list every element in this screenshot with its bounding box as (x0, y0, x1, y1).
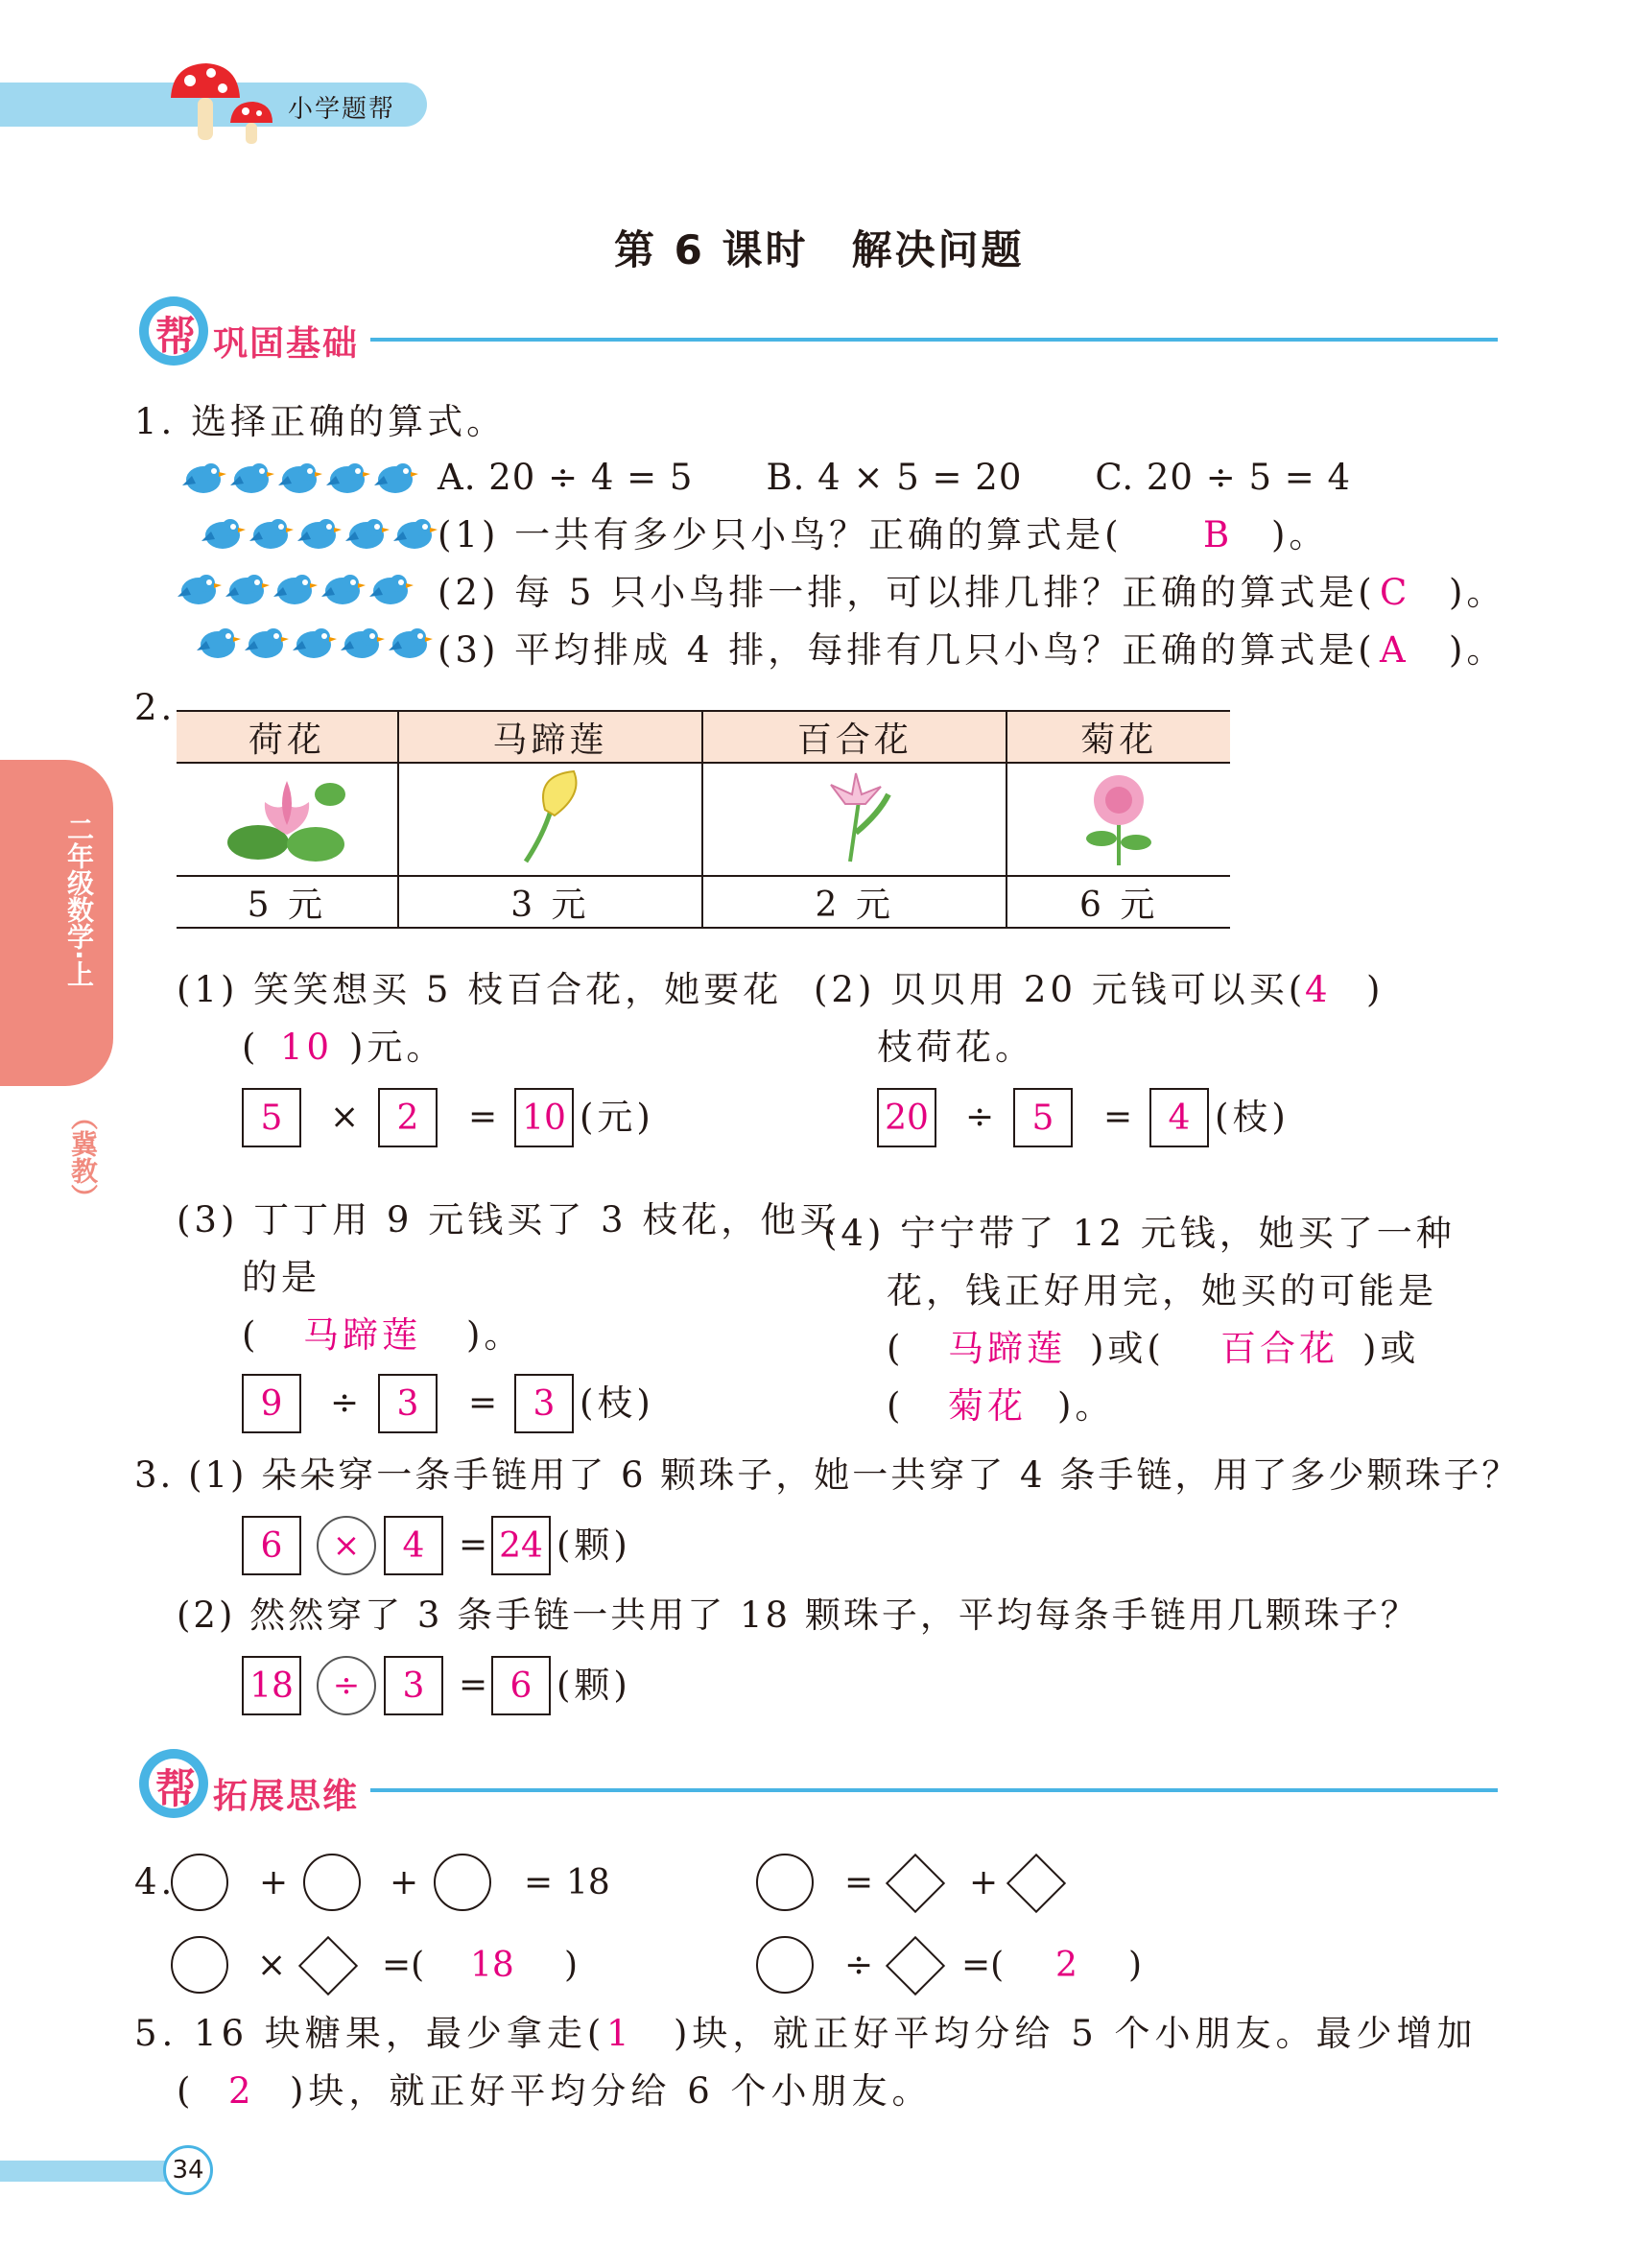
q1-part2: (2) 每 5 只小鸟排一排，可以排几排？正确的算式是( (438, 572, 1376, 613)
eq-equals: = (459, 1666, 488, 1705)
q2-s3-open: ( (242, 1314, 260, 1356)
q2-s1-open: ( (242, 1027, 260, 1068)
q1-stem: 1. 选择正确的算式。 (134, 401, 507, 442)
brand-name: 小学题帮 (288, 95, 396, 124)
chrysanthemum-picture (1006, 763, 1230, 876)
eq-unit: (颗) (557, 1524, 631, 1566)
flower-name: 百合花 (702, 711, 1006, 763)
blank-circle (434, 1854, 491, 1911)
q2-number: 2. (134, 687, 177, 728)
eq-box: 10 (514, 1088, 574, 1147)
plus-sign: + (390, 1863, 419, 1902)
blank-circle (171, 1936, 228, 1994)
eq-equals: = (459, 1525, 488, 1565)
q2-s3-text: (3) 丁丁用 9 元钱买了 3 枝花，他买 (177, 1199, 840, 1240)
flower-price: 2 元 (702, 876, 1006, 928)
q2-s4-open: ( (887, 1328, 905, 1369)
lily-icon (802, 766, 908, 865)
calla-lily-icon (497, 766, 603, 865)
q1-answer3: A (1380, 629, 1409, 671)
q2-s1-answer: 10 (280, 1027, 334, 1068)
eq-box: 9 (242, 1374, 301, 1433)
flower-price-table (177, 710, 1230, 929)
section-consolidate: 巩固基础 (213, 324, 360, 364)
page-title: 第 6 课时 解决问题 (614, 226, 1025, 273)
flower-name: 马蹄莲 (398, 711, 702, 763)
eq-box: 2 (378, 1088, 438, 1147)
q5-answer2: 2 (228, 2070, 255, 2112)
eq-box: 4 (384, 1516, 443, 1575)
flower-price: 5 元 (177, 876, 398, 928)
result-close: ) (1128, 1946, 1143, 1985)
q5-line2b: )块，就正好平均分给 6 个小朋友。 (290, 2070, 933, 2112)
eq-operator: ÷ (965, 1098, 995, 1137)
q2-s4-text: (4) 宁宁带了 12 元钱，她买了一种 (823, 1213, 1456, 1254)
result-close: ) (564, 1946, 579, 1985)
equals-sign: = (524, 1863, 554, 1902)
lotus-icon (225, 766, 349, 865)
q2-s2-line2: 枝荷花。 (877, 1027, 1034, 1068)
page-number: 34 (163, 2145, 213, 2195)
q2-s3-answer: 马蹄莲 (303, 1314, 421, 1356)
q1-answer1: B (1203, 514, 1234, 555)
flower-name: 荷花 (177, 711, 398, 763)
flower-name: 菊花 (1006, 711, 1230, 763)
times-sign: × (257, 1946, 287, 1985)
q1-part3: (3) 平均排成 4 排，每排有几只小鸟？正确的算式是( (438, 629, 1376, 671)
section-divider (370, 1788, 1498, 1792)
q2-s4-answer1: 马蹄莲 (948, 1328, 1066, 1369)
q2-s2-answer: 4 (1305, 969, 1332, 1010)
section-badge-char: 帮 (155, 1765, 197, 1812)
eq-equals: = (468, 1383, 498, 1423)
birds-group-icon (173, 459, 441, 670)
q5-answer1: 1 (606, 2013, 633, 2054)
q2-s1-close: )元。 (349, 1027, 446, 1068)
q4-number: 4. (134, 1861, 177, 1902)
eq-operator: × (330, 1098, 360, 1137)
eq-operator: ÷ (330, 1383, 360, 1423)
lotus-picture (177, 763, 398, 876)
result-open: =( (382, 1946, 425, 1985)
result-open: =( (961, 1946, 1005, 1985)
flower-price: 3 元 (398, 876, 702, 928)
q5-line1a: 5. 16 块糖果，最少拿走( (134, 2013, 606, 2054)
eq-equals: = (1103, 1098, 1133, 1137)
blank-diamond (886, 1936, 945, 1996)
eq-operator-circle: × (317, 1516, 376, 1575)
eq-box: 6 (242, 1516, 301, 1575)
q2-s2-text: (2) 贝贝用 20 元钱可以买( (814, 969, 1307, 1010)
q2-s4-close: )。 (1057, 1385, 1115, 1427)
eq-unit: (枝) (580, 1382, 654, 1424)
q1-options: A. 20 ÷ 4 = 5 B. 4 × 5 = 20 C. 20 ÷ 5 = 4 (438, 457, 1352, 498)
section-expand: 拓展思维 (213, 1777, 360, 1816)
eq-box: 6 (491, 1656, 551, 1715)
calla-picture (398, 763, 702, 876)
eq-box: 18 (242, 1656, 301, 1715)
blank-diamond (298, 1936, 358, 1996)
q1-part1: (1) 一共有多少只小鸟？正确的算式是( (438, 514, 1123, 555)
eq-box: 5 (1013, 1088, 1073, 1147)
eq-unit: (元) (580, 1097, 654, 1138)
q1-close2: )。 (1449, 572, 1506, 613)
q5-line2a: ( (177, 2070, 195, 2112)
section-divider (370, 338, 1498, 342)
eq-operator-circle: ÷ (317, 1656, 376, 1715)
q2-s4-mid: )或( (1090, 1328, 1165, 1369)
blank-circle (171, 1854, 228, 1911)
divide-sign: ÷ (844, 1946, 874, 1985)
blank-circle (756, 1854, 814, 1911)
eq-box: 5 (242, 1088, 301, 1147)
eq-equals: = (468, 1098, 498, 1137)
q2-s1-text: (1) 笑笑想买 5 枝百合花，她要花 (177, 969, 783, 1010)
eq-box: 4 (1149, 1088, 1209, 1147)
flower-price: 6 元 (1006, 876, 1230, 928)
q2-s4-answer2: 百合花 (1220, 1328, 1338, 1369)
q2-s4-open2: ( (887, 1385, 905, 1427)
q2-s2-close: ) (1366, 969, 1385, 1010)
plus-sign: + (259, 1863, 289, 1902)
q1-answer2: C (1380, 572, 1411, 613)
equals-sign: = (844, 1863, 874, 1902)
eq-unit: (颗) (557, 1665, 631, 1706)
q2-s3-line2: 的是 (242, 1257, 320, 1298)
chrysanthemum-icon (1071, 766, 1167, 865)
q2-s4-or: )或 (1362, 1328, 1420, 1369)
eq-box: 3 (384, 1656, 443, 1715)
q1-close3: )。 (1449, 629, 1506, 671)
mushroom-logo-icon (163, 59, 278, 146)
blank-circle (303, 1854, 361, 1911)
q2-s4-line2: 花，钱正好用完，她买的可能是 (887, 1270, 1437, 1311)
blank-diamond (1006, 1854, 1066, 1913)
section-badge-char: 帮 (155, 313, 197, 360)
q2-s3-close: )。 (466, 1314, 524, 1356)
blank-circle (756, 1936, 814, 1994)
eq-unit: (枝) (1215, 1097, 1290, 1138)
q4-answer2: 2 (1055, 1946, 1077, 1985)
q3-part2: (2) 然然穿了 3 条手链一共用了 18 颗珠子，平均每条手链用几颗珠子？ (177, 1595, 1419, 1636)
sum-value: 18 (566, 1863, 610, 1902)
eq-box: 24 (491, 1516, 551, 1575)
side-tab-edition: （冀教） (67, 1103, 99, 1211)
q3-part1: 3. (1) 朵朵穿一条手链用了 6 颗珠子，她一共穿了 4 条手链，用了多少颗珠子？ (134, 1454, 1521, 1496)
q5-line1b: )块，就正好平均分给 5 个小朋友。最少增加 (674, 2013, 1478, 2054)
q2-s4-answer3: 菊花 (948, 1385, 1027, 1427)
eq-box: 3 (378, 1374, 438, 1433)
q4-answer1: 18 (470, 1946, 514, 1985)
lily-picture (702, 763, 1006, 876)
eq-box: 3 (514, 1374, 574, 1433)
eq-box: 20 (877, 1088, 936, 1147)
side-tab-grade: 二年级数学·上 (63, 815, 95, 987)
plus-sign: + (969, 1863, 999, 1902)
q1-close1: )。 (1271, 514, 1329, 555)
blank-diamond (886, 1854, 945, 1913)
